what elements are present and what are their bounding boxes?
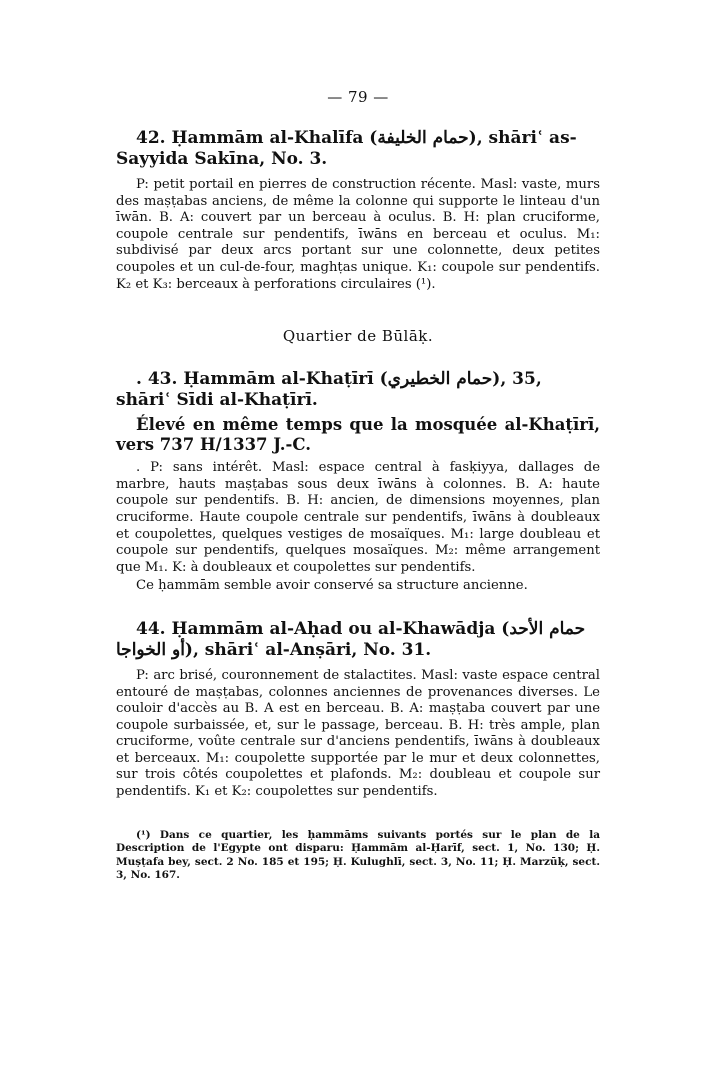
document-page [116, 88, 600, 883]
entry-42-heading: 42. Ḥammām al-Khalīfa (حمام الخليفة), shāriʿ as-Sayyida Sakīna, No. 3. [116, 128, 577, 169]
entry-44-body: P: arc brisé, couronnement de stalactites. Masl: vaste espace central entouré de maṣṭabas, colonnes anciennes de provenances diverses. Le couloir d'accès au B. A est en berceau. B. A: maṣṭaba couvert par une coupole surbaissée, et, sur le passage, berceau. B. H: très ample, plan cruciforme, voûte centrale sur d'anciens pendentifs, īwāns à doubleaux et berceaux. M₁: coupolette supportée par le mur et deux colonnettes, sur trois côtés coupolettes et plafonds. M₂: doubleau et coupole sur pendentifs. K₁ et K₂: coupolettes sur pendentifs. [116, 667, 600, 800]
footnote: (¹) Dans ce quartier, les ḥammāms suivants portés sur le plan de la Description de l'Egypte ont disparu: Ḥammām al-Ḥarīf, sect. 1, No. 130; Ḥ. Muṣṭafa bey, sect. 2 No. 185 et 195; Ḥ. Kulughlī, sect. 3, No. 11; Ḥ. Marzūḳ, sect. 3, No. 167. [116, 828, 600, 882]
entry-42-body: P: petit portail en pierres de construction récente. Masl: vaste, murs des maṣṭabas anciens, de même la colonne qui supporte le linteau d'un īwān. B. A: couvert par un berceau à oculus. B. H: plan cruciforme, coupole centrale sur pendentifs, īwāns en berceau et oculus. M₁: subdivisé par deux arcs portant sur une colonnette, deux petites coupoles et un cul-de-four, maghṭas unique. K₁: coupole sur pendentifs. K₂ et K₃: berceaux à perforations circulaires (¹). [116, 177, 600, 292]
entry-44-heading: 44. Ḥammām al-Aḥad ou al-Khawādja (حمام الأحد أو الخواجا), shāriʿ al-Anṣāri, No. 31. [116, 618, 586, 660]
entry-43-note: Ce ḥammām semble avoir conservé sa structure ancienne. [136, 578, 528, 594]
entry-43-date-line: Élevé en même temps que la mosquée al-Khaṭīrī, vers 737 H/1337 J.-C. [116, 415, 600, 455]
entry-43-body: . P: sans intérêt. Masl: espace central à fasḳiyya, dallages de marbre, hauts maṣṭabas sous deux īwāns à colonnes. B. A: haute coupole sur pendentifs. B. H: ancien, de dimensions moyennes, plan cruciforme. Haute coupole centrale sur pendentifs, īwāns à doubleaux et coupolettes, quelques vestiges de mosaïques. M₁: large doubleau et coupole sur pendentifs, quelques mosaïques. M₂: même arrangement que M₁. K: à doubleaux et coupolettes sur pendentifs. [116, 460, 600, 575]
page-number: — 79 — [327, 88, 389, 106]
entry-43-heading: . 43. Ḥammām al-Khaṭīrī (حمام الخطيري), 35, shāriʿ Sīdi al-Khaṭīrī. [116, 369, 542, 411]
section-title: Quartier de Būlāḳ. [282, 327, 434, 346]
